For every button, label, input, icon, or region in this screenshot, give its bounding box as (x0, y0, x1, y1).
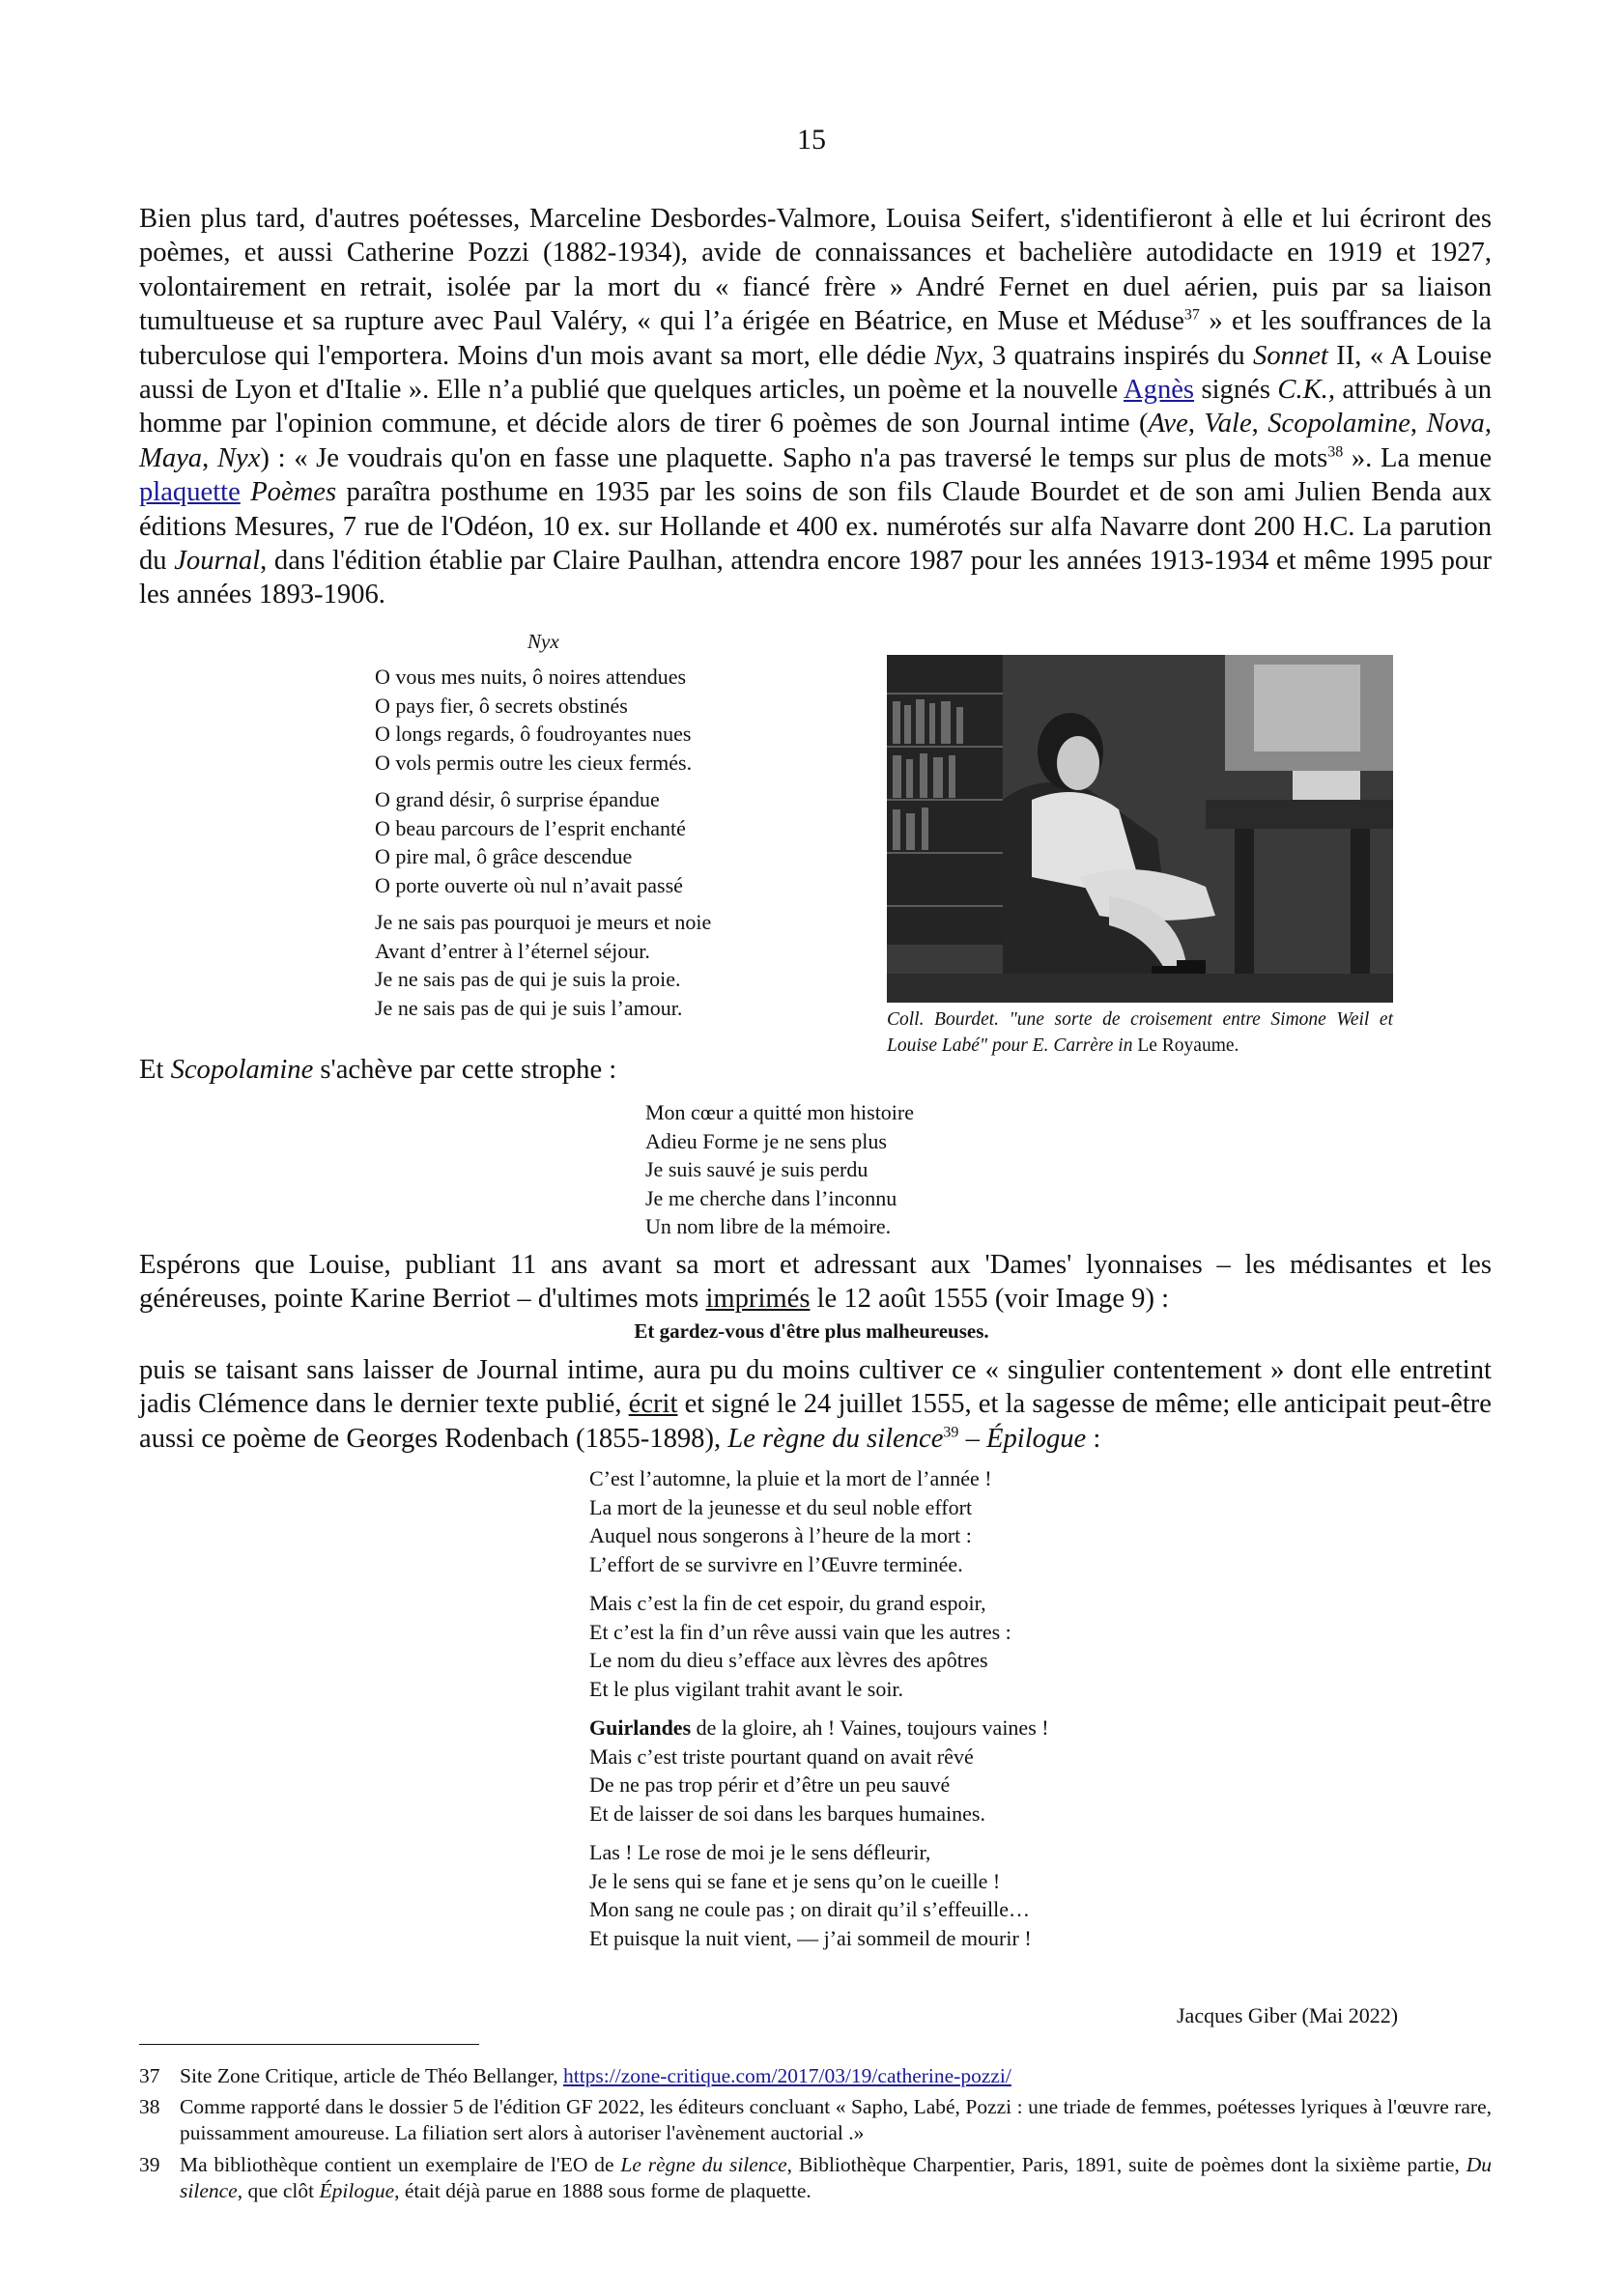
footnote-37: 37 Site Zone Critique, article de Théo Bellanger, https://zone-critique.com/2017/03/19/catherine-pozzi/ (139, 2064, 1011, 2087)
bold-quote: Et gardez-vous d'être plus malheureuses. (634, 1319, 989, 1343)
photo-caption: Coll. Bourdet. "une sorte de croisement entre Simone Weil et Louise Labé" pour E. Carrère in Le Royaume. (887, 1009, 1393, 1056)
portrait-photo-drawing (887, 655, 1393, 1003)
footnote-divider (139, 2044, 479, 2045)
nyx-stanza-3: Je ne sais pas pourquoi je meurs et noie Avant d’entrer à l’éternel séjour. Je ne sais pas de qui je suis la proie. Je ne sais pas de qui je suis l’amour. (375, 910, 712, 1020)
nyx-stanza-2: O grand désir, ô surprise épandue O beau parcours de l’esprit enchanté O pire mal, ô grâce descendue O porte ouverte où nul n’avait passé (375, 787, 686, 897)
rodenbach-stanza-4: Las ! Le rose de moi je le sens défleurir, Je le sens qui se fane et je sens qu’on le cueille ! Mon sang ne coule pas ; on dirait qu’il s’effeuille… Et puisque la nuit vient, — j’ai sommeil de mourir ! (589, 1840, 1032, 1950)
footnote-ref-37[interactable]: 37 (1183, 306, 1200, 324)
agnes-link[interactable]: Agnès (1124, 375, 1195, 406)
nyx-stanza-1: O vous mes nuits, ô noires attendues O pays fier, ô secrets obstinés O longs regards, ô foudroyantes nues O vols permis outre les cieux fermés. (375, 665, 693, 775)
zone-critique-link[interactable]: https://zone-critique.com/2017/03/19/catherine-pozzi/ (562, 2064, 1011, 2087)
main-paragraph-pozzi: Bien plus tard, d'autres poétesses, Marceline Desbordes-Valmore, Louisa Seifert, s'identifieront à elle et lui écriront des poèmes, et aussi Catherine Pozzi (1882-1934), avide de connaissances et bachelière autodidacte en 1919 et 1927, volontairement en retrait, isolée par la mort du « fiancé frère » André Fernet en duel aérien, puis par sa liaison tumultueuse et sa rupture avec Paul Valéry, « qui l’a érigée en Béatrice, en Muse et Méduse$^{37}$ » et les souffrances de la tuberculose qui l'emportera. Moins d'un mois avant sa mort, elle dédie Nyx, 3 quatrains inspirés du Sonnet II, « A Louise aussi de Lyon et d'Italie ». Elle n’a publié que quelques articles, un poème et la nouvelle Agnès signés C.K., attribués à un homme par l'opinion commune, et décide alors de tirer 6 poèmes de son Journal intime (Ave, Vale, Scopolamine, Nova, Maya, Nyx) : « Je voudrais qu'on en fasse une plaquette. Sapho n'a pas traversé le temps sur plus de mots$^{38}$ ». La menue plaquette Poèmes paraîtra posthume en 1935 par les soins de son fils Claude Bourdet et de son ami Julien Benda aux éditions Mesures, 7 rue de l'Odéon, 10 ex. sur Hollande et 400 ex. numérotés sur alfa Navarre dont 200 H.C. La parution du Journal, dans l'édition établie par Claire Paulhan, attendra encore 1987 pour les années 1913-1934 et même 1995 pour les années 1893-1906. (139, 204, 1493, 610)
rodenbach-stanza-2: Mais c’est la fin de cet espoir, du grand espoir, Et c’est la fin d’un rêve aussi vain que les autres : Le nom du dieu s’efface aux lèvres des apôtres Et le plus vigilant trahit avant le soir. (589, 1591, 1011, 1701)
scopolamine-intro: Et Scopolamine s'achève par cette strophe : (139, 1055, 617, 1085)
rodenbach-stanza-1: C’est l’automne, la pluie et la mort de l’année ! La mort de la jeunesse et du seul noble effort Auquel nous songerons à l’heure de la mort : L’effort de se survivre en l’Œuvre terminée. (589, 1466, 992, 1576)
author-signature: Jacques Giber (Mai 2022) (1177, 2003, 1399, 2027)
page-number: 15 (797, 124, 826, 156)
footnote-ref-38[interactable]: 38 (1327, 443, 1344, 461)
plaquette-link[interactable]: plaquette (139, 477, 241, 508)
footnote-39: 39 Ma bibliothèque contient un exemplaire de l'EO de Le règne du silence, Bibliothèque Charpentier, Paris, 1891, suite de poèmes dont la sixième partie, Du silence, que clôt Épilogue, était déjà parue en 1888 sous forme de plaquette. (139, 2153, 1492, 2202)
scopolamine-stanza: Mon cœur a quitté mon histoire Adieu Forme je ne sens plus Je suis sauvé je suis perdu Je me cherche dans l’inconnu Un nom libre de la mémoire. (645, 1100, 915, 1238)
rodenbach-paragraph: puis se taisant sans laisser de Journal intime, aura pu du moins cultiver ce « singulier contentement » dont elle entretint jadis Clémence dans le dernier texte publié, écrit et signé le 24 juillet 1555, et la sagesse de même; elle anticipait peut-être aussi ce poème de Georges Rodenbach (1855-1898), Le règne du silence$^{39}$ – Épilogue : (139, 1355, 1492, 1454)
louise-paragraph: Espérons que Louise, publiant 11 ans avant sa mort et adressant aux 'Dames' lyonnaises – les médisantes et les généreuses, pointe Karine Berriot – d'ultimes mots imprimés le 12 août 1555 (voir Image 9) : (139, 1250, 1492, 1315)
footnote-38: 38 Comme rapporté dans le dossier 5 de l'édition GF 2022, les éditeurs concluant « Sapho, Labé, Pozzi : une triade de femmes, poétesses lyriques à l'œuvre rare, puissamment amoureuse. La filiation sert alors à autoriser l'avènement auctorial .» (139, 2095, 1492, 2144)
nyx-poem-title: Nyx (527, 630, 559, 653)
footnote-ref-39[interactable]: 39 (943, 1424, 959, 1441)
portrait-photo (887, 655, 1393, 1003)
rodenbach-stanza-3: Guirlandes de la gloire, ah ! Vaines, toujours vaines ! Mais c’est triste pourtant quand on avait rêvé De ne pas trop périr et d’être un peu sauvé Et de laisser de soi dans les barques humaines. (589, 1715, 1049, 1826)
